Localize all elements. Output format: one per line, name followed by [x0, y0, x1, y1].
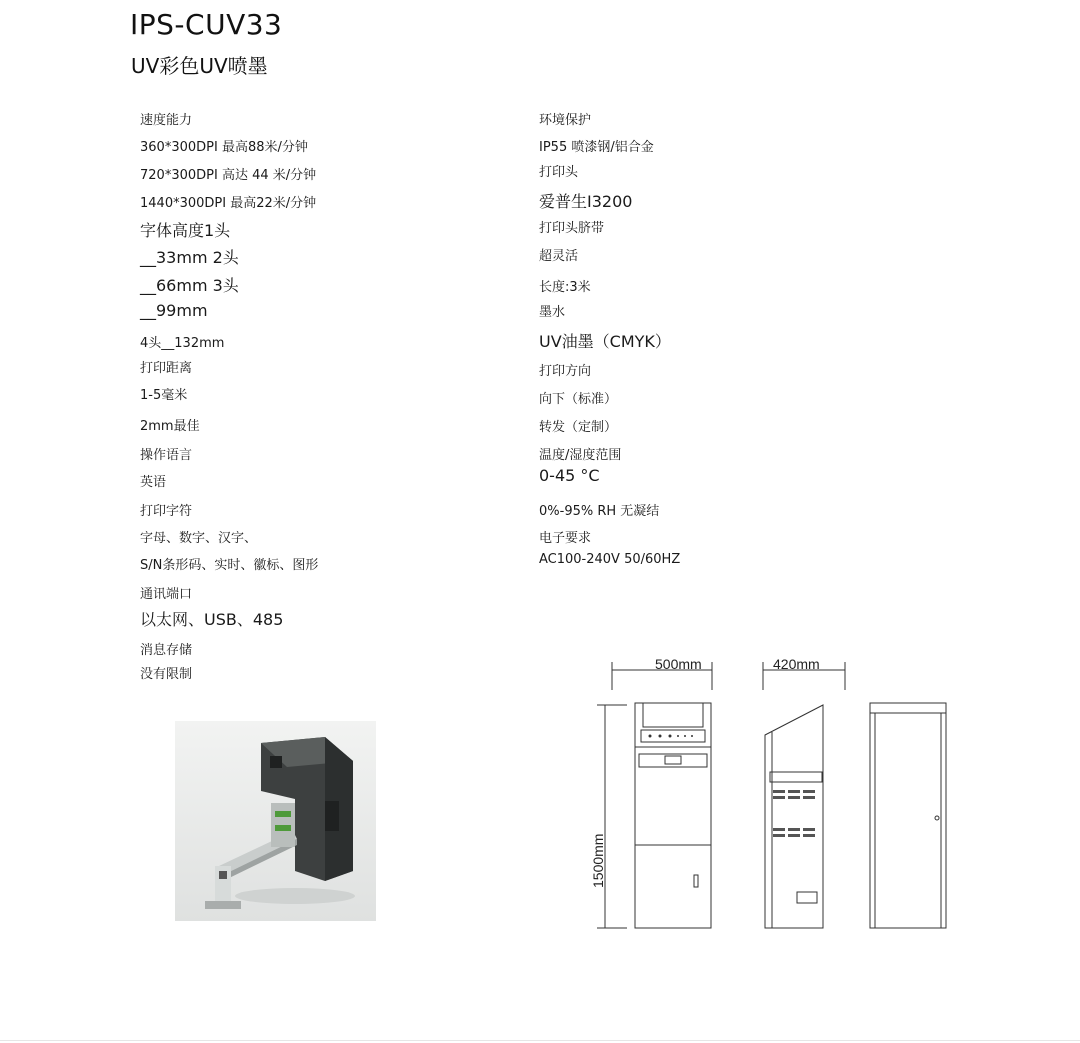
spec-label-print-distance: 打印距离 [140, 361, 193, 376]
spec-value: UV油墨（CMYK） [539, 332, 671, 351]
spec-value: 0%-95% RH 无凝结 [539, 504, 660, 519]
dimension-height-label: 1500mm [590, 833, 606, 888]
footer-divider [0, 1040, 1080, 1041]
spec-label-electrical: 电子要求 [539, 531, 592, 546]
spec-label-language: 操作语言 [140, 448, 193, 463]
spec-value: 4头__132mm [140, 336, 225, 351]
spec-label-ports: 通讯端口 [140, 587, 193, 602]
spec-value: 长度:3米 [539, 280, 591, 295]
spec-value: 转发（定制） [539, 420, 618, 435]
spec-label-storage: 消息存储 [140, 643, 193, 658]
dimension-width-label: 500mm [655, 656, 702, 672]
spec-label-characters: 打印字符 [140, 504, 193, 519]
spec-value: 字母、数字、汉字、 [140, 531, 258, 546]
spec-value: 爱普生I3200 [539, 192, 633, 211]
product-subtitle: UV彩色UV喷墨 [131, 54, 268, 78]
spec-label-print-direction: 打印方向 [539, 364, 592, 379]
spec-label-font-height: 字体高度1头 [140, 221, 231, 240]
spec-value: 1440*300DPI 最高22米/分钟 [140, 196, 317, 211]
spec-value: IP55 喷漆钢/铝合金 [539, 140, 654, 155]
spec-value: S/N条形码、实时、徽标、图形 [140, 558, 319, 573]
spec-value: AC100-240V 50/60HZ [539, 552, 681, 567]
spec-value: 英语 [140, 475, 167, 490]
spec-value: 向下（标准） [539, 392, 618, 407]
printer-render-image [175, 721, 376, 921]
spec-label-temp-humidity: 温度/湿度范围 [539, 448, 622, 463]
spec-value: __33mm 2头 [140, 248, 239, 267]
spec-label-speed: 速度能力 [140, 113, 193, 128]
spec-value: 720*300DPI 高达 44 米/分钟 [140, 168, 317, 183]
product-title: IPS-CUV33 [130, 8, 283, 41]
spec-label-ink: 墨水 [539, 305, 566, 320]
spec-value: 1-5毫米 [140, 388, 188, 403]
spec-label-umbilical: 打印头脐带 [539, 221, 605, 236]
spec-value: __99mm [140, 301, 208, 320]
spec-value: 没有限制 [140, 667, 193, 682]
dimension-depth-label: 420mm [773, 656, 820, 672]
product-photo [175, 721, 376, 921]
spec-value: 360*300DPI 最高88米/分钟 [140, 140, 308, 155]
spec-value: 0-45 °C [539, 466, 600, 485]
spec-value: 超灵活 [539, 249, 579, 264]
spec-label-protection: 环境保护 [539, 113, 592, 128]
spec-value: __66mm 3头 [140, 276, 239, 295]
spec-label-printhead: 打印头 [539, 165, 579, 180]
spec-value: 2mm最佳 [140, 419, 200, 434]
dimension-drawing [585, 650, 965, 940]
spec-value: 以太网、USB、485 [140, 610, 284, 629]
cropped-heading-fragment [130, 0, 290, 2]
